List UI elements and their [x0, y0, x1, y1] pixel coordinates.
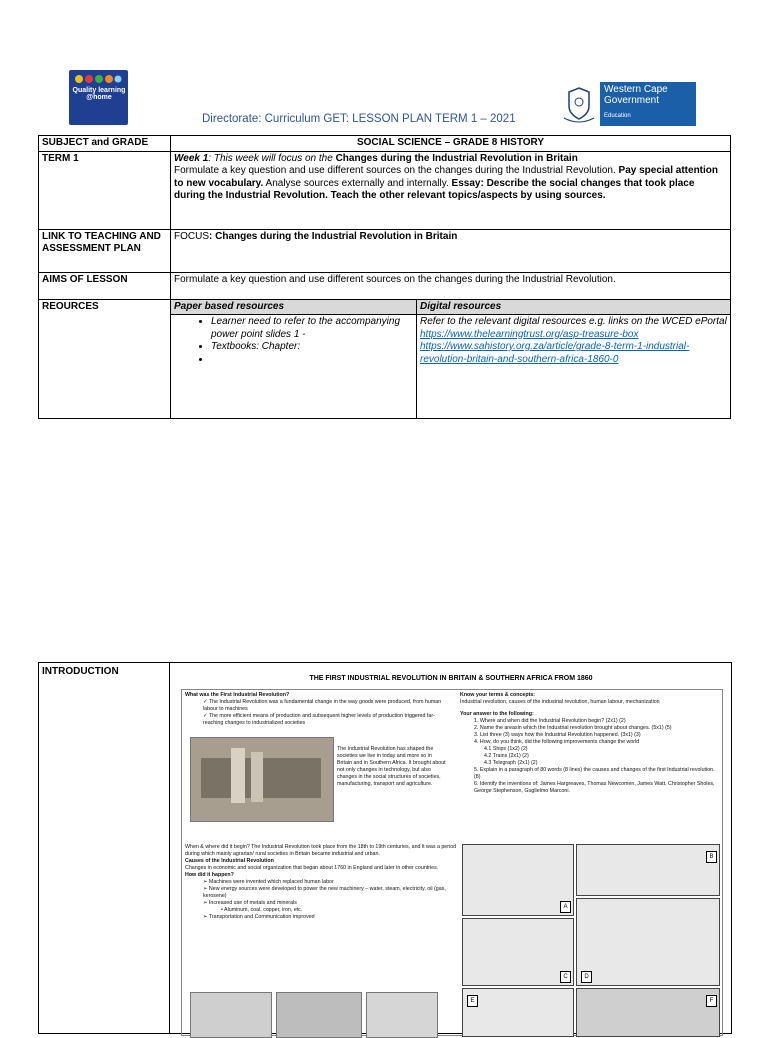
- term-essay: Essay: Describe the social changes that took place during the Industrial Revolution. Teach the other relevant topics/aspects by using sources.: [174, 177, 695, 201]
- row-aims: [39, 272, 731, 299]
- list-item: 2. Name the areasin which the Industrial revolution brought about changes. (5x1) (5): [474, 725, 672, 731]
- right-column: [460, 692, 718, 795]
- introduction-content: [171, 663, 731, 1033]
- term-content: [171, 151, 731, 229]
- digital-header: Digital resources: [417, 299, 731, 315]
- aims-label: AIMS OF LESSON: [39, 272, 171, 299]
- western-cape-government-logo: [558, 82, 696, 126]
- term-label: TERM 1: [39, 151, 171, 229]
- factory-smokestacks-photo: [190, 992, 272, 1038]
- list-item: • Learner need to refer to the accompanying power point slides 1 -: [211, 316, 413, 341]
- infographic: [181, 689, 723, 1036]
- factory-children-photo: [190, 737, 334, 822]
- left-column: [185, 692, 455, 727]
- logo-dots-icon: [73, 73, 123, 85]
- label-e: E: [467, 995, 478, 1007]
- row-resources-header: [39, 299, 731, 315]
- list-item: 4.2 Trains (2x1) (2): [484, 753, 529, 759]
- coat-of-arms-icon: [558, 82, 600, 126]
- link-label: LINK TO TEACHING AND ASSESSMENT PLAN: [39, 229, 171, 272]
- invention-image-d: [576, 898, 720, 986]
- subject-label: SUBJECT and GRADE: [39, 136, 171, 152]
- industrial-town-photo: [276, 992, 362, 1038]
- digital-resources: [417, 315, 731, 419]
- link-sahistory[interactable]: https://www.sahistory.org.za/article/grade-8-term-1-industrial-revolution-britain-and-southern-africa-1860-0: [420, 341, 690, 365]
- label-c: C: [560, 971, 571, 983]
- directorate-heading: Directorate: Curriculum GET: LESSON PLAN TERM 1 – 2021: [202, 113, 516, 125]
- term-week: Week 1: [174, 152, 209, 164]
- list-item: ➢ Transportation and Communication improved: [203, 914, 315, 920]
- invention-image-c: [462, 918, 574, 986]
- paper-header: Paper based resources: [171, 299, 417, 315]
- label-a: A: [560, 901, 571, 913]
- left-how-heading: How did it happen?: [185, 872, 234, 878]
- resources-label: REOURCES: [39, 299, 171, 419]
- link-learning-trust[interactable]: https://www.thelearningtrust.org/asp-treasure-box: [420, 328, 639, 340]
- term-text2: Analyse sources externally and internally.: [263, 177, 452, 189]
- row-subject: [39, 136, 731, 152]
- intro-title: THE FIRST INDUSTRIAL REVOLUTION IN BRITAIN & SOUTHERN AFRICA FROM 1860: [309, 675, 593, 682]
- list-item: [211, 354, 413, 367]
- list-item: 4.1 Ships (1x2) (2): [484, 746, 528, 752]
- term-text1: Formulate a key question and use different sources on the changes during the Industrial Revolution.: [174, 165, 619, 176]
- label-f: F: [706, 995, 717, 1007]
- digital-text: Refer to the relevant digital resources e.g. links on the WCED ePortal: [420, 316, 727, 327]
- link-focus-value: : Changes during the Industrial Revolution in Britain: [209, 230, 458, 242]
- list-item: 1. Where and when did the Industrial Revolution begin? (2x1) (2): [474, 718, 626, 724]
- quality-learning-logo: [69, 70, 128, 125]
- link-content: [171, 229, 731, 272]
- list-item: • Aluminum, coal, copper, iron, etc.: [221, 907, 303, 913]
- telegraph-device-photo: [366, 992, 438, 1038]
- row-link: [39, 229, 731, 272]
- subject-value: SOCIAL SCIENCE – GRADE 8 HISTORY: [171, 136, 731, 152]
- wcg-line1: Western Cape: [604, 84, 668, 95]
- term-pay: Pay special attention to new vocabulary.: [174, 165, 719, 189]
- left-bullet-1: ✓ The Industrial Revolution was a fundamental change in the way goods were produced, from human labour to machines: [203, 699, 442, 712]
- label-d: D: [581, 971, 592, 983]
- list-item: 6. Identify the inventions of: James Hargreaves, Thomas Newcomen, James Watt, Christopher Sholes, George Stephenson, Guglielmo Marconi.: [474, 781, 715, 794]
- logo-text: Quality learning @home: [72, 87, 126, 101]
- invention-image-e: [462, 988, 574, 1037]
- label-b: B: [706, 851, 717, 863]
- list-item: • Textbooks: Chapter:: [211, 341, 413, 354]
- wcg-line3: Education: [604, 113, 631, 119]
- lesson-plan-table: [38, 135, 731, 419]
- left-causes-heading: Causes of the Industrial Revolution: [185, 858, 274, 864]
- left-heading: What was the First Industrial Revolution?: [185, 692, 290, 698]
- left-lower: [185, 844, 457, 921]
- right-answer-heading: Your answer to the following:: [460, 711, 534, 717]
- invention-image-a: [462, 844, 574, 916]
- left-when: When & where did it begin? The Industrial Revolution took place from the 18th to 19th centuries, and it was a period during which mainly agrarian/ rural societies in Britain became industrial and urban.: [185, 844, 457, 857]
- paper-resources: [171, 315, 417, 419]
- list-item: ➢ Increased use of metals and minerals: [203, 900, 297, 906]
- wcg-line2: Government: [604, 95, 660, 106]
- list-item: 5. Explain in a paragraph of 80 words (8 lines) the causes and changes of the first Industrial revolution. (8): [474, 767, 715, 780]
- invention-image-f: [576, 988, 720, 1037]
- right-terms: Industrial revolution, causes of the industrial revolution, human labour, mechanization: [460, 699, 660, 705]
- left-causes: Changes in economic and social organization that began about 1760 in England and later in other countries.: [185, 865, 439, 871]
- aims-value: Formulate a key question and use different sources on the changes during the Industrial Revolution.: [171, 272, 731, 299]
- term-focus-pre: : This week will focus on the: [208, 152, 336, 164]
- invention-image-b: [576, 844, 720, 896]
- left-paragraph: The Industrial Revolution has shaped the societies we live in today and more so in Britain and in Southern Africa. It brought about not only changes in technology, but also changes in the social structures of societies, manufacturing, transport and agriculture.: [337, 746, 446, 787]
- introduction-label: INTRODUCTION: [39, 663, 170, 1033]
- left-bullet-2: ✓ The more efficient means of production and subsequent higher levels of production triggered far-reaching changes to industrialized societies: [203, 713, 435, 726]
- list-item: 3. List three (3) ways how the Industrial Revolution happened. (3x1) (3): [474, 732, 641, 738]
- row-term: [39, 151, 731, 229]
- introduction-table: [38, 662, 732, 1034]
- paper-list: [174, 316, 413, 366]
- list-item: ➢ New energy sources were developed to power the new machinery – water, steam, electricity, oil (gas, kerosene): [203, 886, 446, 899]
- right-terms-heading: Know your terms & concepts:: [460, 692, 536, 698]
- list-item: 4. How, do you think, did the following improvements change the world: [474, 739, 640, 745]
- list-item: 4.3 Telegraph (2x1) (2): [484, 760, 538, 766]
- term-focus-topic: Changes during the Industrial Revolution in Britain: [335, 152, 578, 164]
- list-item: ➢ Machines were invented which replaced human labor: [203, 879, 334, 885]
- link-focus-label: FOCUS: [174, 230, 209, 242]
